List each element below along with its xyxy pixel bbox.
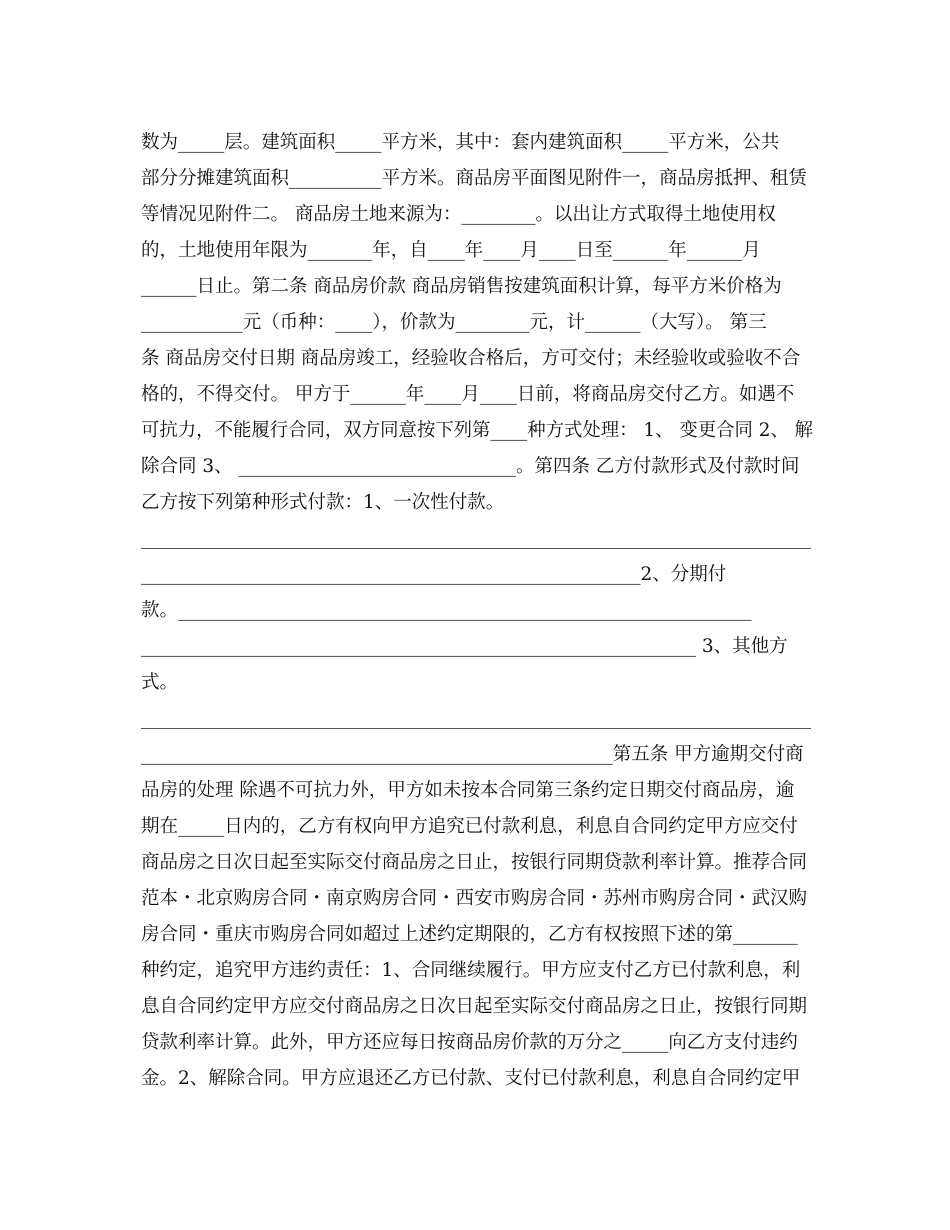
text-line: 的，土地使用年限为_______年，自____年____月____日至______年______月 — [141, 240, 761, 261]
text-line: ____________________________________________________________ 3、其他方 — [141, 636, 788, 657]
text-line: ___________________________________________________第五条 甲方逾期交付商 — [141, 744, 804, 765]
text-line: ______日止。第二条 商品房价款 商品房销售按建筑面积计算，每平方米价格为 — [141, 276, 782, 297]
text-line: 息自合同约定甲方应交付商品房之日次日起至实际交付商品房之日止，按银行同期 — [141, 996, 808, 1017]
text-line: 期在_____日内的，乙方有权向甲方追究已付款利息，利息自合同约定甲方应交付 — [141, 816, 798, 837]
text-line: ______________________________________________________2、分期付 — [141, 564, 727, 585]
text-line: 品房的处理 除遇不可抗力外，甲方如未按本合同第三条约定日期交付商品房，逾 — [141, 780, 795, 801]
blank-fill-line — [141, 548, 811, 549]
text-line: 格的，不得交付。 甲方于______年____月____日前，将商品房交付乙方。如遇不 — [141, 384, 795, 405]
text-line: 乙方按下列第种形式付款：1、一次性付款。 — [141, 492, 505, 513]
text-line: 式。 — [141, 672, 179, 693]
text-line: 等情况见附件二。 商品房土地来源为：________。以出让方式取得土地使用权 — [141, 204, 776, 225]
text-line: ___________元（币种：____），价款为________元，计______（大写）。 第三 — [141, 312, 767, 333]
text-line: 种约定，追究甲方违约责任：1、合同继续履行。甲方应支付乙方已付款利息，利 — [141, 960, 801, 981]
text-line: 部分分摊建筑面积__________平方米。商品房平面图见附件一，商品房抵押、租赁 — [141, 168, 808, 189]
text-line: 金。2、解除合同。甲方应退还乙方已付款、支付已付款利息，利息自合同约定甲 — [141, 1068, 801, 1089]
text-line: 数为_____层。建筑面积_____平方米，其中：套内建筑面积_____平方米，公共 — [141, 132, 780, 153]
text-line: 房合同・重庆市购房合同如超过上述约定期限的，乙方有权按照下述的第_______ — [141, 924, 798, 945]
text-line: 款。______________________________________________________________ — [141, 600, 752, 621]
text-line: 除合同 3、 ______________________________。第四条 乙方付款形式及付款时间 — [141, 456, 800, 477]
blank-fill-line — [141, 728, 811, 729]
text-line: 范本・北京购房合同・南京购房合同・西安市购房合同・苏州市购房合同・武汉购 — [141, 888, 808, 909]
text-line: 贷款利率计算。此外，甲方还应每日按商品房价款的万分之_____向乙方支付违约 — [141, 1032, 798, 1053]
text-line: 商品房之日次日起至实际交付商品房之日止，按银行同期贷款利率计算。推荐合同 — [141, 852, 808, 873]
text-line: 条 商品房交付日期 商品房竣工，经验收合格后，方可交付；未经验收或验收不合 — [141, 348, 801, 369]
text-line: 可抗力，不能履行合同，双方同意按下列第____种方式处理： 1、 变更合同 2、 解 — [141, 420, 814, 441]
